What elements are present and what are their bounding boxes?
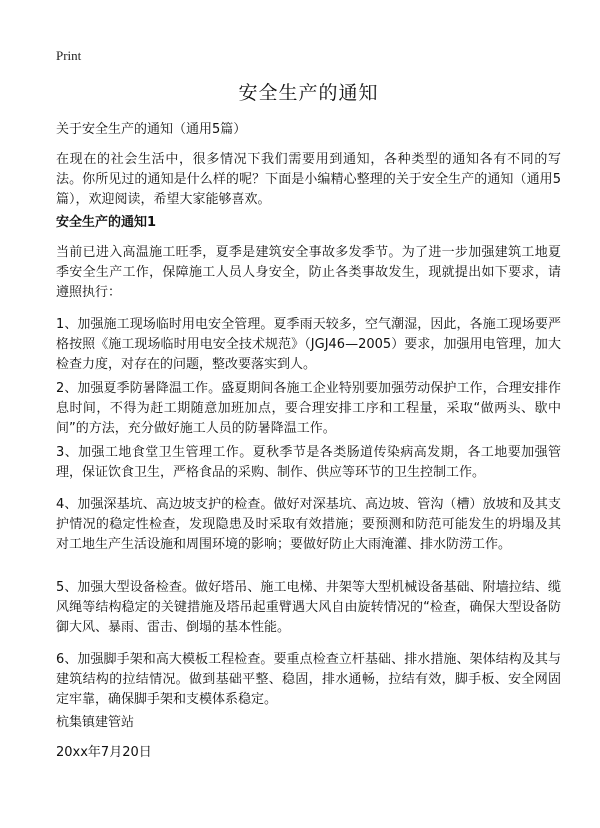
- intro-paragraph: 在现在的社会生活中，很多情况下我们需要用到通知，各种类型的通知各有不同的写法。你所见过的通知是什么样的呢？下面是小编精心整理的关于安全生产的通知（通用5篇），欢迎阅读，希望大家能够喜欢。: [56, 152, 561, 207]
- body-paragraph: 3、加强工地食堂卫生管理工作。夏秋季节是各类肠道传染病高发期，各工地要加强管理，保证饮食卫生，严格食品的采购、制作、供应等环节的卫生控制工作。: [56, 445, 561, 480]
- body-paragraph: 1、加强施工现场临时用电安全管理。夏季雨天较多，空气潮湿，因此，各施工现场要严格按照《施工现场临时用电安全技术规范》（JGJ46—2005）要求，加强用电管理，加大检查力度，对存在的问题，整改要落实到人。: [56, 317, 561, 372]
- body-paragraph: 4、加强深基坑、高边坡支护的检查。做好对深基坑、高边坡、管沟（槽）放坡和及其支护情况的稳定性检查，发现隐患及时采取有效措施；要预测和防范可能发生的坍塌及其对工地生产生活设施和周围环境的影响；要做好防止大雨淹灌、排水防涝工作。: [56, 497, 561, 552]
- body-paragraph: 当前已进入高温施工旺季，夏季是建筑安全事故多发季节。为了进一步加强建筑工地夏季安全生产工作，保障施工人员人身安全，防止各类事故发生，现就提出如下要求，请遵照执行：: [56, 245, 561, 300]
- section-heading: 安全生产的通知1: [56, 215, 157, 230]
- print-link[interactable]: Print: [56, 48, 82, 63]
- document-subtitle: 关于安全生产的通知（通用5篇）: [56, 122, 247, 137]
- body-paragraph: 5、加强大型设备检查。做好塔吊、施工电梯、井架等大型机械设备基础、附墙拉结、缆风绳等结构稳定的关键措施及塔吊起重臂遇大风自由旋转情况的“检查，确保大型设备防御大风、暴雨、雷击、倒塌的基本性能。: [56, 580, 561, 635]
- body-paragraph: 2、加强夏季防暑降温工作。盛夏期间各施工企业特别要加强劳动保护工作，合理安排作息时间，不得为赶工期随意加班加点，要合理安排工序和工程量，采取“做两头、歇中间”的方法，充分做好施工人员的防暑降温工作。: [56, 381, 561, 436]
- document-date: 20xx年7月20日: [56, 745, 152, 760]
- page-title: 安全生产的通知: [238, 82, 379, 104]
- signature: 杭集镇建管站: [56, 715, 135, 730]
- body-paragraph: 6、加强脚手架和高大模板工程检查。要重点检查立杆基础、排水措施、架体结构及其与建筑结构的拉结情况。做到基础平整、稳固，排水通畅，拉结有效，脚手板、安全网固定牢靠，确保脚手架和支模体系稳定。: [56, 652, 561, 707]
